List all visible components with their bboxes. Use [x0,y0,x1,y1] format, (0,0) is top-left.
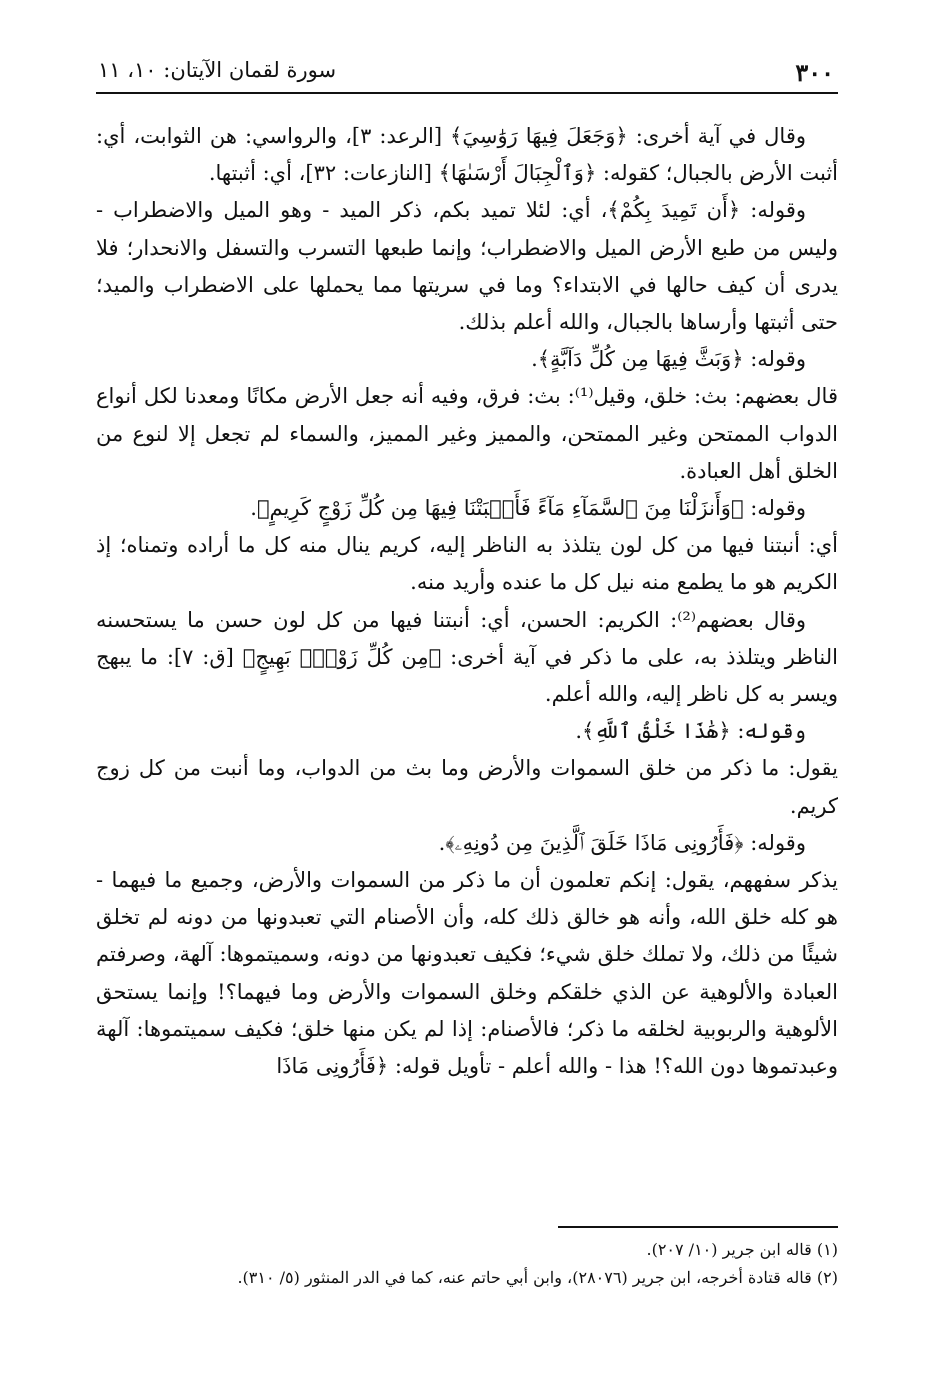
footnote: (١) قاله ابن جرير (١٠/ ٢٠٧). [646,1240,838,1259]
book-page [96,52,838,1352]
surah-title: سورة لقمان الآيتان: ١٠، ١١ [98,58,337,82]
paragraph: وقوله: ﴿وَبَثَّ فِيهَا مِن كُلِّ دَآبَّةٍ﴾. [531,347,806,372]
paragraph: وقوله: ﴿وَأَنزَلْنَا مِنَ ٱلسَّمَآءِ مَآءً فَأَنۢبَتْنَا فِيهَا مِن كُلِّ زَوْجٍ كَرِيمٍ﴾. [250,496,806,521]
footnote-divider [558,1226,838,1228]
paragraph: قال بعضهم: بث: خلق، وقيل⁽¹⁾: بث: فرق، وفيه أنه جعل الأرض مكانًا ومعدنا لكل أنواع الدواب الممتحن وغير الممتحن، والمميز وغير المميز، والسماء لم تجعل إلا لنوع من الخلق أهل العبادة. [96,384,838,483]
paragraph: وقال في آية أخرى: ﴿وَجَعَلَ فِيهَا رَوَٰسِيَ﴾ [الرعد: ٣]، والرواسي: هن الثوابت، أي: أثبت الأرض بالجبال؛ كقوله: ﴿وَٱلْجِبَالَ أَرْسَىٰهَا﴾ [النازعات: ٣٢]، أي: أثبتها. [96,124,838,186]
page-number: ٣٠٠ [795,58,834,87]
paragraph: وقال بعضهم⁽²⁾: الكريم: الحسن، أي: أنبتنا فيها من كل لون حسن ما يستحسنه الناظر ويتلذذ به، على ما ذكر في آية أخرى: ﴿مِن كُلِّ زَوْجٍۭ بَهِيجٍ﴾ [ق: ٧]: ما يبهج ويسر به كل ناظر إليه، والله أعلم. [96,607,838,707]
paragraph: يقول: ما ذكر من خلق السموات والأرض وما بث من الدواب، وما أنبت من كل زوج كريم. [96,756,838,818]
paragraph: وقوله: ﴿هَٰذَا خَلْقُ ٱللَّهِ﴾. [575,719,806,744]
paragraph: وقوله: ﴿أَن تَمِيدَ بِكُمْ﴾، أي: لئلا تميد بكم، ذكر الميد - وهو الميل والاضطراب - وليس من طبع الأرض الميل والاضطراب؛ وإنما طبعها التسرب والتسفل والانحدار؛ فلا يدرى أن كيف حالها في الابتداء؟ وما في سريتها مما يحملها على الاضطراب والميد؛ حتى أثبتها وأرساها بالجبال، والله أعلم بذلك. [96,198,838,335]
paragraph: أي: أنبتنا فيها من كل لون يتلذذ به الناظر إليه، كريم ينال منه كل ما أراده وتمناه؛ إذ الكريم هو ما يطمع منه نيل كل ما عنده وأريد منه. [96,533,838,595]
footnote: (٢) قاله قتادة أخرجه، ابن جرير (٢٨٠٧٦)، وابن أبي حاتم عنه، كما في الدر المنثور (٥/ ٣١٠). [237,1268,838,1287]
running-head [96,52,838,94]
paragraph: وقوله: ﴿فَأَرُونِى مَاذَا خَلَقَ ٱلَّذِينَ مِن دُونِهِۦ﴾. [438,830,806,855]
footnotes [96,1226,838,1292]
paragraph: يذكر سفههم، يقول: إنكم تعلمون أن ما ذكر من السموات والأرض، وجميع ما فيهما - هو كله خلق الله، وأنه هو خالق ذلك كله، وأن الأصنام التي تعبدونها من دونه لم تخلق شيئًا من ذلك، ولا تملك خلق شيء؛ فكيف تعبدونها من دونه، وسميتموها: آلهة، وصرفتم العبادة والألوهية عن الذي خلقكم وخلق السموات والأرض وما فيهما؟! وإنما يستحق الألوهية والربوبية لخلقه ما ذكر؛ فالأصنام: إذا لم يكن منها خلق؛ فكيف سميتموها: آلهة وعبدتموها دون الله؟! هذا - والله أعلم - تأويل قوله: ﴿فَأَرُونِى مَاذَا [96,868,838,1079]
body-text [96,118,838,1085]
